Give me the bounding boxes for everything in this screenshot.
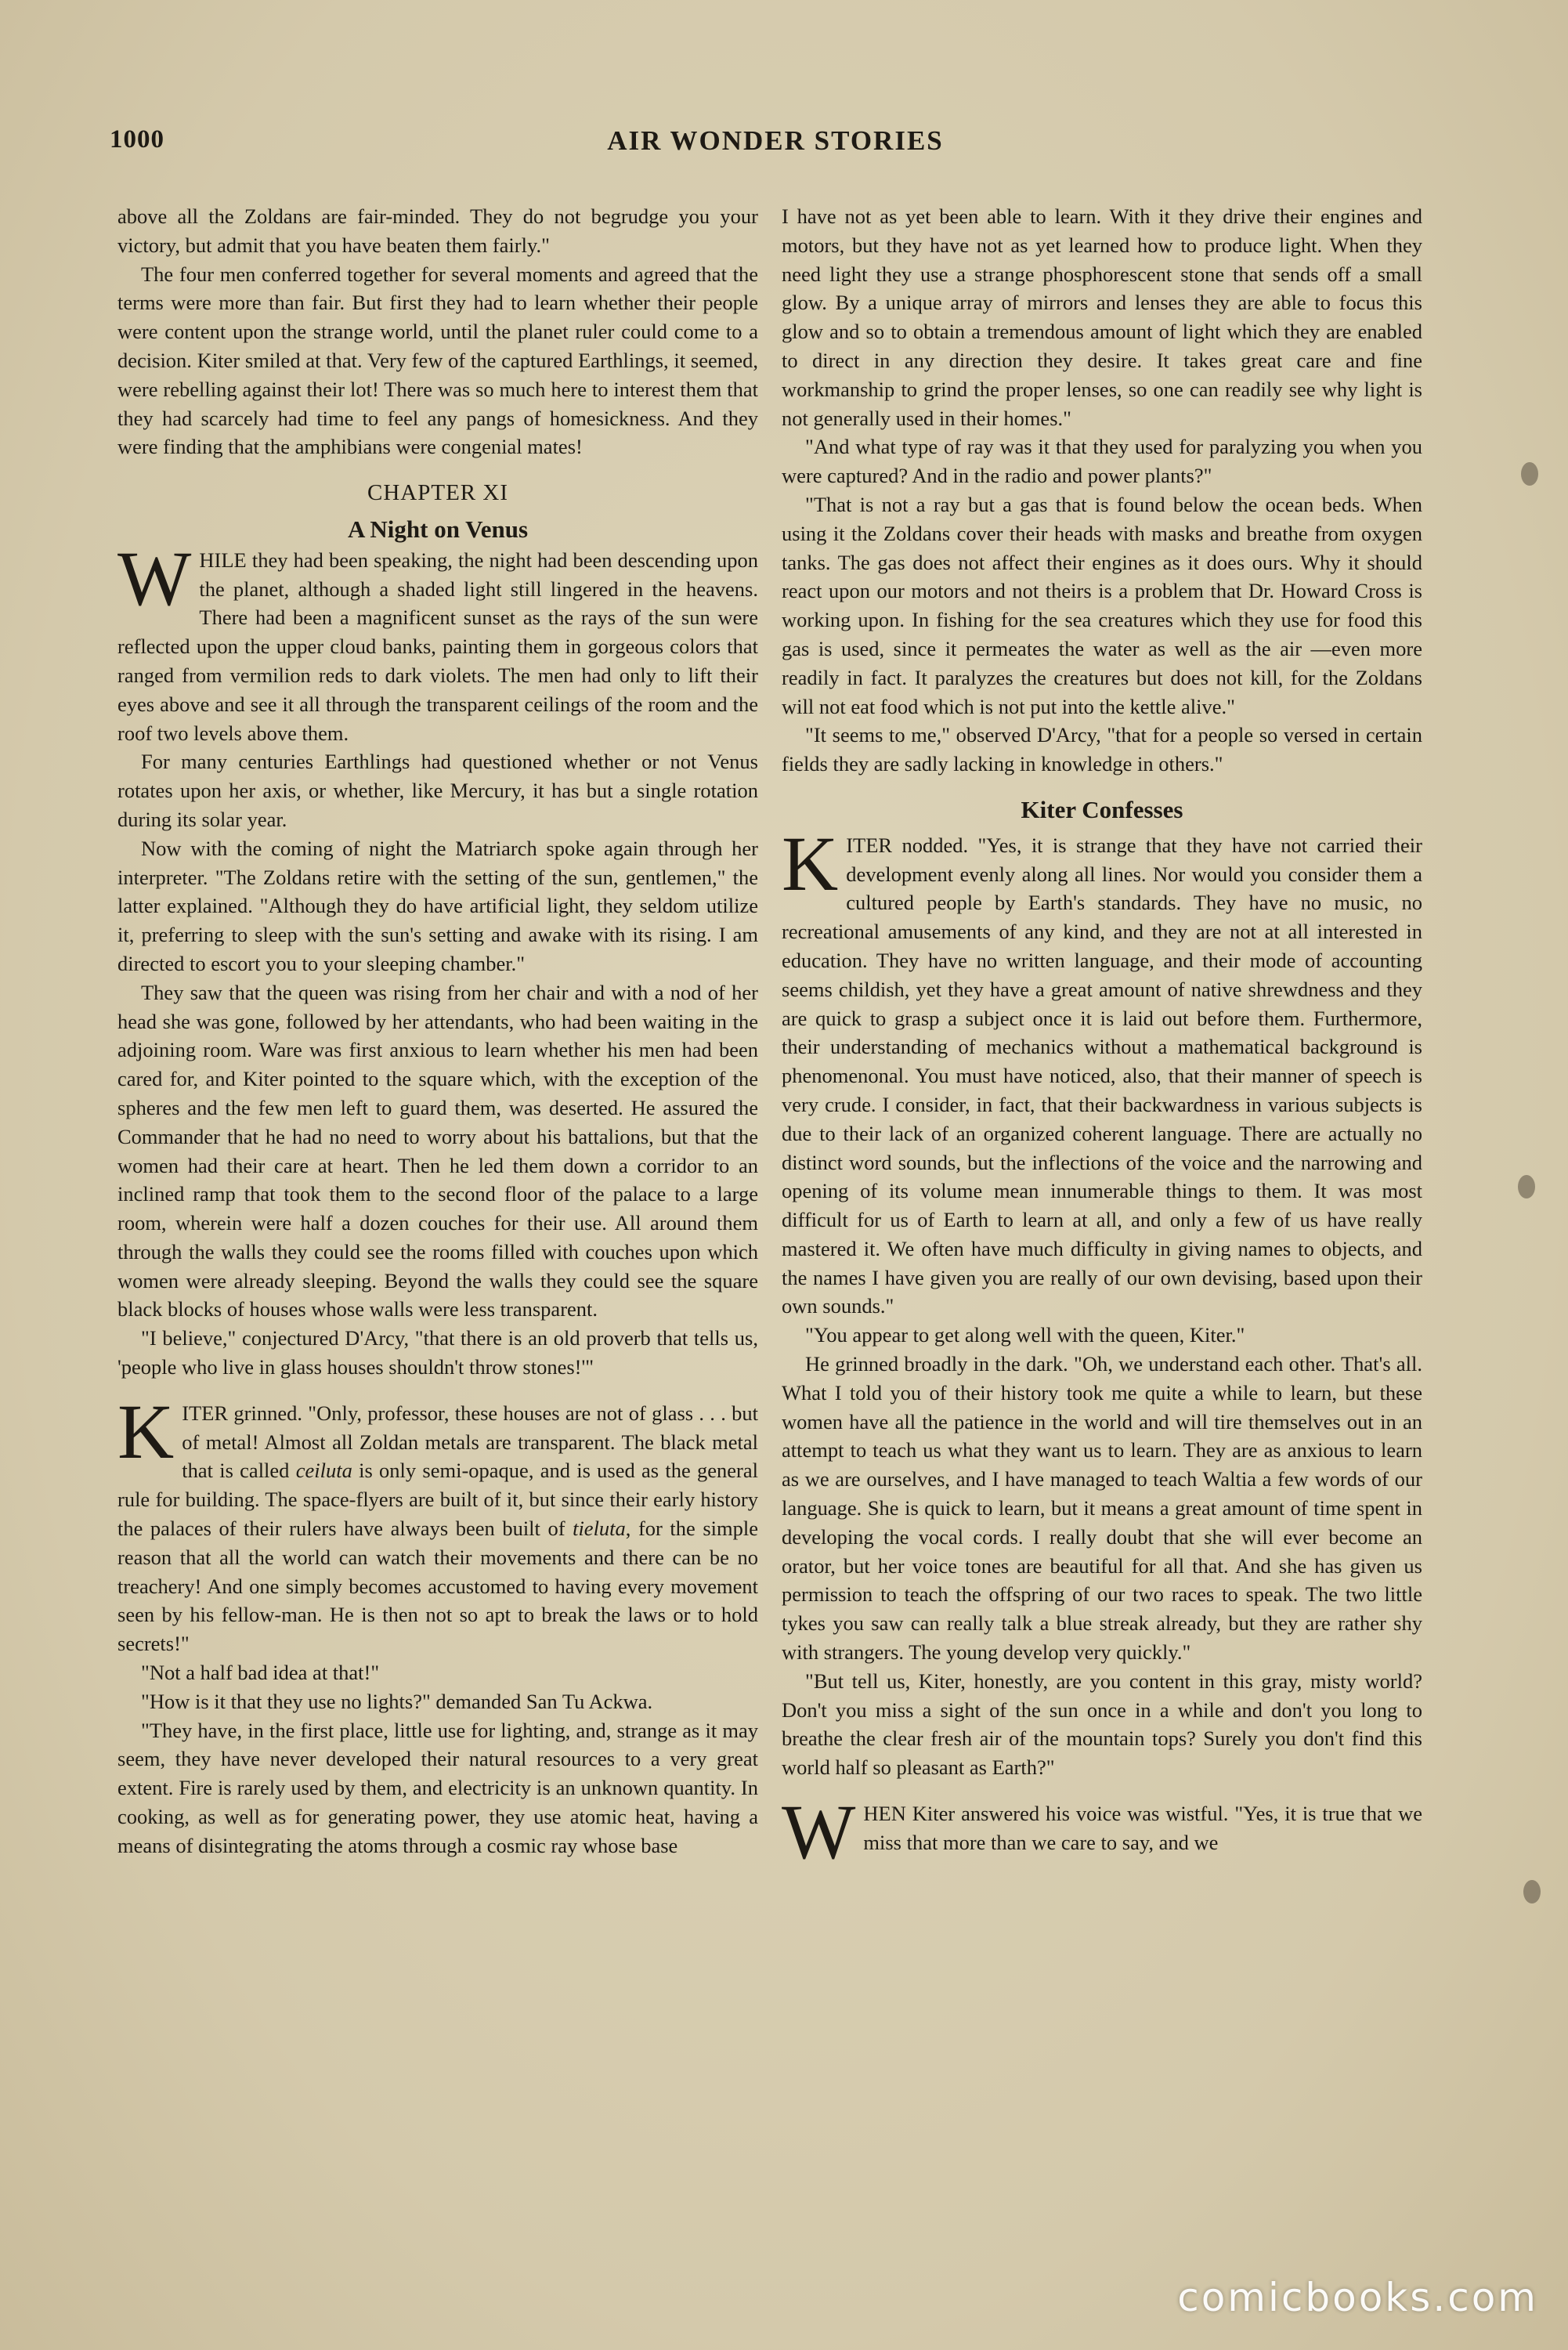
paragraph-text: , for the simple reason that all the world can watch their movements and there can be no treachery! And one simply becomes accustomed to having every movement seen by his fellow-man. He is then not so apt to break the laws or to hold secrets!" <box>117 1517 758 1656</box>
paragraph: The four men conferred together for several moments and agreed that the terms were more than fair. But first they had to learn whether their people were content upon the strange world, until the planet ruler could come to a decision. Kiter smiled at that. Very few of the captured Earthlings, it seemed, were rebelling against their lot! There was so much here to interest them that they had scarcely had time to feel any pangs of homesickness. And they were finding that the amphibians were congenial mates! <box>117 262 758 459</box>
running-title: AIR WONDER STORIES <box>607 125 944 156</box>
paragraph: "It seems to me," observed D'Arcy, "that for a people so versed in certain fields they are sadly lacking in knowledge in others." <box>782 723 1422 776</box>
drop-cap: W <box>782 1788 856 1876</box>
paragraph: For many centuries Earthlings had questioned whether or not Venus rotates upon her axis, or whether, like Mercury, it has but a single rotation during its solar year. <box>117 750 758 831</box>
paragraph: Now with the coming of night the Matriarch spoke again through her interpreter. "The Zoldans retire with the setting of the sun, gentlemen," the latter explained. "Although they do have artificial light, they seldom utilize it, preferring to sleep with the sun's setting and awake with its rising. I am directed to escort you to your sleeping chamber." <box>117 836 758 975</box>
paragraph: He grinned broadly in the dark. "Oh, we understand each other. That's all. What I told you of their history took me quite a while to learn, but these women have all the patience in the world and will tire themselves out in an attempt to teach us what they want us to learn. They are as anxious to learn as we are ourselves, and I have managed to teach Waltia a few words of our language. She is quick to learn, but it means a great amount of time spent in developing the vocal cords. I really doubt that she will ever become an orator, but her voice tones are beautiful for all that. And she has given us permission to teach the offspring of our two races to speak. The two little tykes you saw can really talk a blue streak already, but they are rather shy with strangers. The young develop very quickly." <box>782 1352 1422 1665</box>
paragraph: I have not as yet been able to learn. With it they drive their engines and motors, but they have not as yet learned how to produce light. When they need light they use a strange phosphorescent stone that sends off a small glow. By a unique array of mirrors and lenses they are able to focus this glow and so to obtain a tremendous amount of light which they are enabled to direct in any direction they desire. It takes great care and fine workmanship to grind the proper lenses, so one can readily see why light is not generally used in their homes." <box>782 204 1422 430</box>
paragraph: "That is not a ray but a gas that is found below the ocean beds. When using it the Zoldans cover their heads with masks and breathe from oxygen tanks. The gas does not affect their engines as it does ours. Why it should react upon our motors and not theirs is a problem that Dr. Howard Cross is working upon. In fishing for the sea creatures which they use for food this gas is used, since it permeates the water as well as the air —even more readily in fact. It paralyzes the creatures but does not kill, for the Zoldans will not eat food which is not put into the kettle alive." <box>782 492 1422 718</box>
italic-word: ceiluta <box>295 1459 352 1483</box>
watermark: comicbooks.com <box>1177 2275 1538 2320</box>
paragraph-dropcap <box>117 534 758 748</box>
paragraph-text: is only semi-opaque, and is used as the general rule for building. The space-flyers are built of it, but since their early history the palaces of their rulers have always been built of <box>117 1459 758 1541</box>
paragraph-text: ITER nodded. "Yes, it is strange that they have not carried their development evenly along all lines. Nor would you consider them a cultured people by Earth's standards. They have no music, no recreational amusements of any kind, and they are not at all interested in education. They have no written language, and their mode of accounting seems childish, yet they have a great amount of native shrewdness and they are quick to grasp a subject once it is laid out before them. Furthermore, their understanding of mechanics without a mathematical background is phenomenonal. You must have noticed, also, that their manner of speech is very crude. I consider, in fact, that their backwardness in various subjects is due to their lack of an organized coherent language. There are actually no distinct word sounds, but the inflections of the voice and the narrowing and opening of its volume mean innumerable things to them. It was most difficult for us of Earth to learn at all, and only a few of us have really mastered it. We often have much difficulty in giving names to objects, and the names I have given you are really of our own devising, based upon their own sounds." <box>782 833 1422 1318</box>
paragraph: "And what type of ray was it that they used for paralyzing you when you were captured? And in the radio and power plants?" <box>782 435 1422 488</box>
paragraph-dropcap <box>117 1387 758 1658</box>
paragraph: "But tell us, Kiter, honestly, are you content in this gray, misty world? Don't you miss a sight of the sun once in a while and don't you long to breathe the clear fresh air of the mountain tops? Surely you don't find this world half so pleasant as Earth?" <box>782 1668 1422 1780</box>
paragraph-text: HEN Kiter answered his voice was wistful. "Yes, it is true that we miss that more than we care to say, and we <box>863 1802 1422 1854</box>
page-number: 1000 <box>110 125 164 154</box>
paragraph: "How is it that they use no lights?" demanded San Tu Ackwa. <box>141 1689 653 1713</box>
section-gap <box>117 1382 758 1399</box>
page-header <box>110 125 1441 172</box>
paragraph-text: ITER grinned. "Only, professor, these houses are not of glass . . . but of metal! Almost all Zoldan metals are transparent. The black metal that is called <box>182 1401 758 1483</box>
drop-cap: K <box>782 819 839 907</box>
paragraph: "They have, in the first place, little use for lighting, and, strange as it may seem, they have never developed their natural resources to a very great extent. Fire is rarely used by them, and electricity is an unknown quantity. In cooking, as well as for generating power, they use atomic heat, having a means of disintegrating the atoms through a cosmic ray whose base <box>117 1718 758 1857</box>
right-column <box>782 202 1422 2207</box>
chapter-title: A Night on Venus <box>347 515 529 543</box>
section-title: Kiter Confesses <box>1021 795 1183 823</box>
paragraph: "You appear to get along well with the queen, Kiter." <box>805 1323 1245 1347</box>
paragraph: "I believe," conjectured D'Arcy, "that there is an old proverb that tells us, 'people who live in glass houses shouldn't throw stones!'" <box>117 1326 758 1379</box>
chapter-label: CHAPTER XI <box>367 480 508 506</box>
page-hole-mark <box>1523 1880 1541 1904</box>
left-column <box>117 202 758 2207</box>
paragraph: They saw that the queen was rising from her chair and with a nod of her head she was gone, followed by her attendants, who had been waiting in the adjoining room. Ware was first anxious to learn whether his men had been cared for, and Kiter pointed to the square which, with the exception of the spheres and the few men left to guard them, was deserted. He assured the Commander that he had no need to worry about his battalions, but that the women had their care at heart. Then he led them down a corridor to an inclined ramp that took them to the second floor of the palace to a large room, wherein were half a dozen couches for their use. All around them through the walls they could see the rooms filled with couches upon which women were already sleeping. Beyond the walls they could see the square black blocks of houses whose walls were less transparent. <box>117 980 758 1321</box>
section-gap <box>782 1782 1422 1799</box>
paragraph-dropcap <box>782 1788 1422 1876</box>
page-hole-mark <box>1521 462 1538 486</box>
paragraph-dropcap <box>782 819 1422 1321</box>
drop-cap: W <box>117 534 192 622</box>
paragraph: "Not a half bad idea at that!" <box>141 1661 380 1685</box>
italic-word: tieluta <box>573 1517 626 1541</box>
paragraph: above all the Zoldans are fair-minded. They do not begrudge you your victory, but admit that you have beaten them fairly." <box>117 204 758 257</box>
drop-cap: K <box>117 1387 175 1475</box>
paragraph-text: HILE they had been speaking, the night had been descending upon the planet, although a shaded light still lingered in the heavens. There had been a magnificent sunset as the rays of the sun were reflected upon the upper cloud banks, painting them in gorgeous colors that ranged from vermilion reds to dark violets. The men had only to lift their eyes above and see it all through the transparent ceilings of the room and the roof two levels above them. <box>117 548 758 745</box>
page-hole-mark <box>1518 1175 1535 1198</box>
